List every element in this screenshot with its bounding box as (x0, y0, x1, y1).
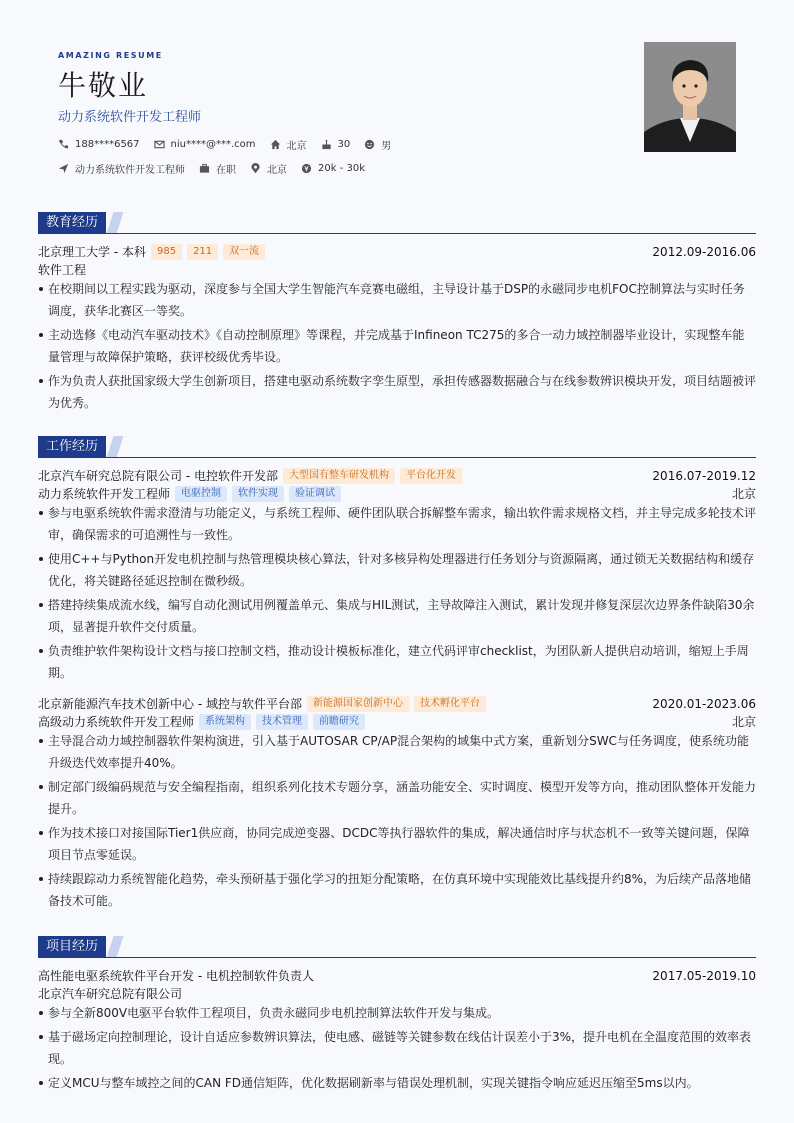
role-name: 高级动力系统软件开发工程师 (38, 715, 195, 729)
company-tag: 技术孵化平台 (414, 696, 486, 712)
list-item: 负责维护软件架构设计文档与接口控制文档，推动设计模板标准化，建立代码评审checklist，为团队新人提供启动培训，缩短上手周期。 (38, 640, 756, 684)
school-name: 北京理工大学 - 本科 (38, 245, 146, 259)
section-title: 项目经历 (38, 936, 106, 958)
section-projects-header (38, 936, 756, 958)
section-tail (106, 936, 123, 958)
job-entry-header (38, 467, 756, 484)
education-bullets (38, 278, 756, 416)
email-text: niu****@***.com (170, 139, 256, 150)
phone-text: 188****6567 (75, 139, 140, 150)
target-city-text: 北京 (267, 165, 287, 176)
age-text: 30 (337, 139, 351, 150)
job-entry-header (38, 695, 756, 712)
role-name: 动力系统软件开发工程师 (38, 487, 171, 501)
section-divider (38, 957, 756, 958)
education-date: 2012.09-2016.06 (652, 244, 756, 259)
hometown-text: 北京 (286, 141, 307, 152)
list-item: 参与电驱系统软件需求澄清与功能定义，与系统工程师、硬件团队联合拆解整车需求，输出软件需求规格文档，并主导完成多轮技术评审，确保需求的可追溯性与一致性。 (38, 502, 756, 546)
target-city-item (250, 161, 287, 176)
smile-icon (364, 139, 375, 150)
role-tag: 技术管理 (256, 714, 308, 730)
list-item: 参与全新800V电驱平台软件工程项目，负责永磁同步电机控制算法软件开发与集成。 (38, 1002, 756, 1024)
job-bullets (38, 502, 756, 686)
education-entry-header (38, 243, 756, 260)
list-item: 作为技术接口对接国际Tier1供应商，协同完成逆变器、DCDC等执行器软件的集成，解决通信时序与状态机不一致等关键问题，保障项目节点零延误。 (38, 822, 756, 866)
section-work-header (38, 436, 756, 458)
salary-item (301, 163, 365, 174)
email-item (154, 139, 256, 150)
candidate-name: 牛敬业 (58, 69, 149, 102)
phone-icon (58, 139, 69, 150)
cake-icon (321, 139, 332, 150)
role-tag: 验证调试 (289, 486, 341, 502)
role-tag: 电驱控制 (175, 486, 227, 502)
location-icon (250, 163, 261, 174)
contact-info-row (58, 137, 405, 152)
age-item (321, 139, 351, 150)
home-icon (270, 139, 281, 150)
salary-text: 20k - 30k (318, 163, 365, 174)
project-name: 高性能电驱系统软件平台开发 - 电机控制软件负责人 (38, 969, 314, 983)
target-role-item (58, 161, 185, 176)
list-item: 主动选修《电动汽车驱动技术》《自动控制原理》等课程，并完成基于Infineon TC275的多合一动力域控制器毕业设计，实现整车能量管理与故障保护策略，获评校级优秀毕设。 (38, 324, 756, 368)
school-tag: 双一流 (223, 244, 265, 260)
job-date: 2016.07-2019.12 (652, 468, 756, 483)
school-tag: 211 (187, 244, 218, 260)
section-education-header (38, 212, 756, 234)
company-tag: 大型国有整车研发机构 (283, 468, 395, 484)
section-divider (38, 457, 756, 458)
phone-item (58, 139, 140, 150)
list-item: 在校期间以工程实践为驱动，深度参与全国大学生智能汽车竞赛电磁组，主导设计基于DSP的永磁同步电机FOC控制算法与实时任务调度，获华北赛区一等奖。 (38, 278, 756, 322)
list-item: 基于磁场定向控制理论，设计自适应参数辨识算法，使电感、磁链等关键参数在线估计误差小于3%，提升电机在全温度范围的效率表现。 (38, 1026, 756, 1070)
job-title: 动力系统软件开发工程师 (58, 110, 202, 125)
role-tag: 前瞻研究 (313, 714, 365, 730)
project-org-row (38, 985, 756, 1002)
job-info-row (58, 161, 379, 176)
role-tag: 系统架构 (199, 714, 251, 730)
list-item: 搭建持续集成流水线，编写自动化测试用例覆盖单元、集成与HIL测试，主导故障注入测试，累计发现并修复深层次边界条件缺陷30余项，显著提升软件交付质量。 (38, 594, 756, 638)
list-item: 使用C++与Python开发电机控制与热管理模块核心算法，针对多核异构处理器进行任务划分与资源隔离，通过锁无关数据结构和缓存优化，将关键路径延迟控制在微秒级。 (38, 548, 756, 592)
list-item: 定义MCU与整车域控之间的CAN FD通信矩阵，优化数据刷新率与错误处理机制，实现关键指令响应延迟压缩至5ms以内。 (38, 1072, 756, 1094)
job-date: 2020.01-2023.06 (652, 696, 756, 711)
send-icon (58, 163, 69, 174)
gender-text: 男 (381, 141, 392, 152)
gender-item (364, 137, 391, 152)
job-city: 北京 (731, 715, 756, 729)
company-tag: 新能源国家创新中心 (307, 696, 409, 712)
project-org: 北京汽车研究总院有限公司 (38, 987, 183, 1001)
home-item (270, 137, 307, 152)
section-title: 工作经历 (38, 436, 106, 458)
status-item (199, 161, 236, 176)
list-item: 持续跟踪动力系统智能化趋势，牵头预研基于强化学习的扭矩分配策略，在仿真环境中实现能效比基线提升约8%，为后续产品落地储备技术可能。 (38, 868, 756, 912)
section-divider (38, 233, 756, 234)
major-text: 软件工程 (38, 263, 87, 277)
education-major-row (38, 261, 756, 278)
profile-photo (644, 42, 736, 152)
section-tail (106, 436, 123, 458)
portrait-image (644, 42, 736, 152)
list-item: 主导混合动力域控制器软件架构演进，引入基于AUTOSAR CP/AP混合架构的域集中式方案，重新划分SWC与任务调度，使系统功能升级迭代效率提升40%。 (38, 730, 756, 774)
job-role-row (38, 485, 756, 502)
section-title: 教育经历 (38, 212, 106, 234)
company-tag: 平台化开发 (400, 468, 462, 484)
mail-icon (154, 139, 165, 150)
role-tag: 软件实现 (232, 486, 284, 502)
list-item: 作为负责人获批国家级大学生创新项目，搭建电驱动系统数字孪生原型，承担传感器数据融合与在线参数辨识模块开发，项目结题被评为优秀。 (38, 370, 756, 414)
school-tag: 985 (151, 244, 182, 260)
company-name: 北京汽车研究总院有限公司 - 电控软件开发部 (38, 469, 278, 483)
brand-label: AMAZING RESUME (58, 51, 163, 60)
job-city: 北京 (731, 487, 756, 501)
briefcase-icon (199, 163, 210, 174)
job-bullets (38, 730, 756, 914)
job-role-row (38, 713, 756, 730)
project-date: 2017.05-2019.10 (652, 968, 756, 983)
project-entry-header (38, 967, 756, 984)
target-role-text: 动力系统软件开发工程师 (75, 165, 185, 176)
section-tail (106, 212, 123, 234)
salary-icon (301, 163, 312, 174)
project-bullets (38, 1002, 756, 1096)
status-text: 在职 (216, 165, 236, 176)
list-item: 制定部门级编码规范与安全编程指南，组织系列化技术专题分享，涵盖功能安全、实时调度、模型开发等方向，推动团队整体开发能力提升。 (38, 776, 756, 820)
company-name: 北京新能源汽车技术创新中心 - 域控与软件平台部 (38, 697, 302, 711)
